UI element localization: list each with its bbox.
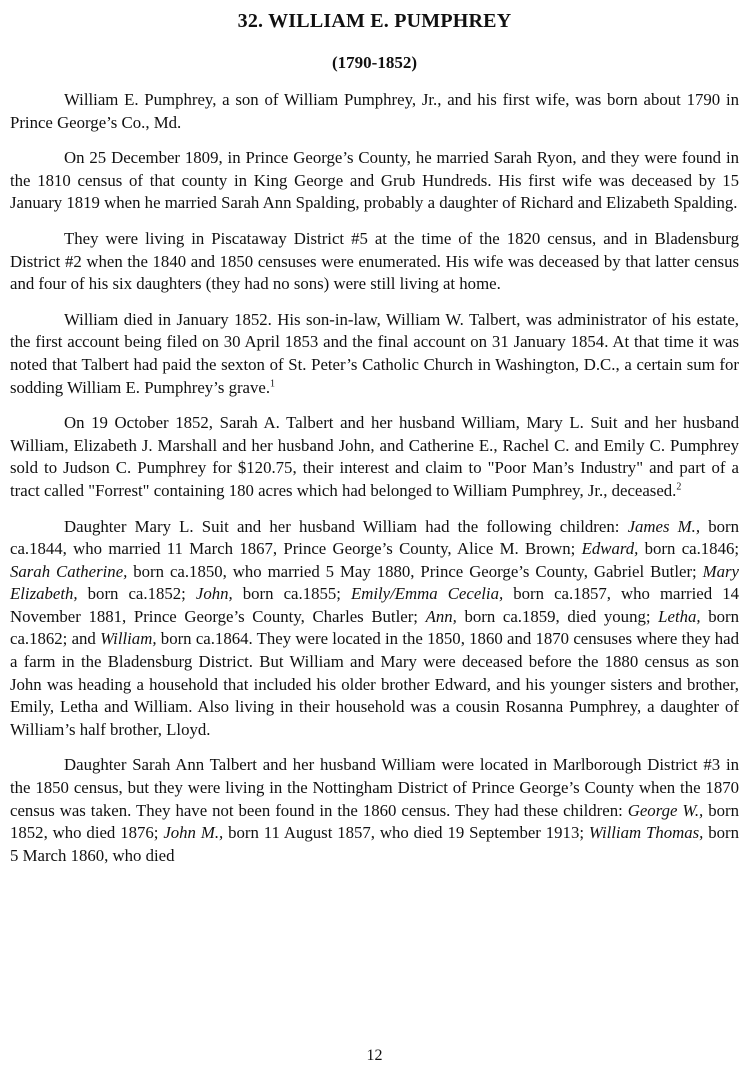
paragraph-text: born ca.1844, who married 11 March 1867, Prince George’s County, Alice M. Brown;	[10, 516, 739, 559]
child-name: Ann,	[425, 606, 457, 626]
child-name: Emily/Emma Cecelia,	[350, 584, 504, 604]
paragraph-3	[10, 228, 739, 296]
paragraph-text: born 1852, who died 1876;	[10, 800, 739, 843]
paragraph-text: Daughter Sarah Ann Talbert and her husband William were located in Marlborough District #3 in the 1850 census, but they were living in the Nottingham District of Prince George’s County when the 1870 census was taken. They have not been found in the 1860 census. They had these children:	[10, 755, 739, 820]
paragraph-1	[10, 89, 739, 134]
life-dates: (1790-1852)	[332, 53, 417, 72]
paragraph-4	[10, 309, 739, 399]
paragraph-text: born ca.1859, died young;	[456, 606, 659, 626]
chapter-title: 32. WILLIAM E. PUMPHREY	[237, 10, 512, 32]
paragraph-text: William E. Pumphrey, a son of William Pumphrey, Jr., and his first wife, was born about 1790 in Prince George’s Co., Md.	[10, 90, 739, 132]
paragraph-5	[10, 412, 739, 502]
child-name: John M.,	[163, 823, 224, 843]
child-name: Letha,	[658, 606, 701, 626]
paragraph-text: Daughter Mary L. Suit and her husband William had the following children:	[64, 516, 628, 536]
child-name: Edward,	[581, 539, 639, 559]
footnote-marker: 2	[676, 481, 682, 493]
paragraph-text: born ca.1850, who married 5 May 1880, Prince George’s County, Gabriel Butler;	[127, 561, 703, 581]
paragraph-text: born ca.1855;	[232, 584, 351, 604]
paragraph-text: born ca.1857, who married 14 November 1881, Prince George’s County, Charles Butler;	[10, 584, 739, 626]
paragraph-text: born ca.1846;	[638, 539, 740, 559]
paragraph-text: born ca.1852;	[77, 584, 196, 604]
paragraph-text: born ca.1864. They were located in the 1850, 1860 and 1870 censuses where they had a farm in the Bladensburg District. But William and Mary were deceased before the 1880 census as son John was heading a household that included his older brother Edward, and his younger sisters and brother, Emily, Letha and William. Also living in their household was a cousin Rosanna Pumphrey, a daughter of William’s half brother, Lloyd.	[10, 629, 740, 739]
paragraph-text: born 5 March 1860, who died	[10, 823, 739, 865]
paragraph-text: On 25 December 1809, in Prince George’s County, he married Sarah Ryon, and they were found in the 1810 census of that county in King George and Grub Hundreds. His first wife was deceased by 15 January 1819 when he married Sarah Ann Spalding, probably a daughter of Richard and Elizabeth Spalding.	[10, 148, 739, 213]
paragraph-text: They were living in Piscataway District #5 at the time of the 1820 census, and in Bladensburg District #2 when the 1840 and 1850 censuses were enumerated. His wife was deceased by that latter census and four of his six daughters (they had no sons) were still living at home.	[10, 228, 739, 294]
child-name: William,	[100, 629, 157, 649]
footnote-marker: 1	[270, 377, 276, 389]
child-name: James M.,	[627, 516, 701, 536]
paragraph-text: On 19 October 1852, Sarah A. Talbert and her husband William, Mary L. Suit and her husband William, Elizabeth J. Marshall and her husband John, and Catherine E., Rachel C. and Emily C. Pumphrey sold to Judson C. Pumphrey for $120.75, their interest and claim to "Poor Man’s Industry" and part of a tract called "Forrest" containing 180 acres which had belonged to William Pumphrey, Jr., deceased.	[10, 413, 739, 500]
page-number: 12	[366, 1047, 383, 1064]
paragraph-7	[10, 754, 739, 867]
paragraph-2	[10, 147, 739, 215]
child-name: George W.,	[627, 800, 704, 820]
child-name: John,	[195, 584, 233, 604]
paragraph-text: William died in January 1852. His son-in-law, William W. Talbert, was administrator of his estate, the first account being filed on 30 April 1853 and the final account on 31 January 1854. At that time it was noted that Talbert had paid the sexton of St. Peter’s Catholic Church in Washington, D.C., a certain sum for sodding William E. Pumphrey’s grave.	[10, 309, 739, 397]
paragraph-text: born ca.1862; and	[10, 606, 739, 649]
document-page	[10, 0, 739, 1076]
child-name: Sarah Catherine,	[10, 561, 128, 581]
paragraph-6	[10, 516, 739, 742]
child-name: Mary Elizabeth,	[10, 561, 739, 604]
child-name: William Thomas,	[588, 823, 704, 843]
paragraph-text: born 11 August 1857, who died 19 September 1913;	[223, 823, 589, 843]
